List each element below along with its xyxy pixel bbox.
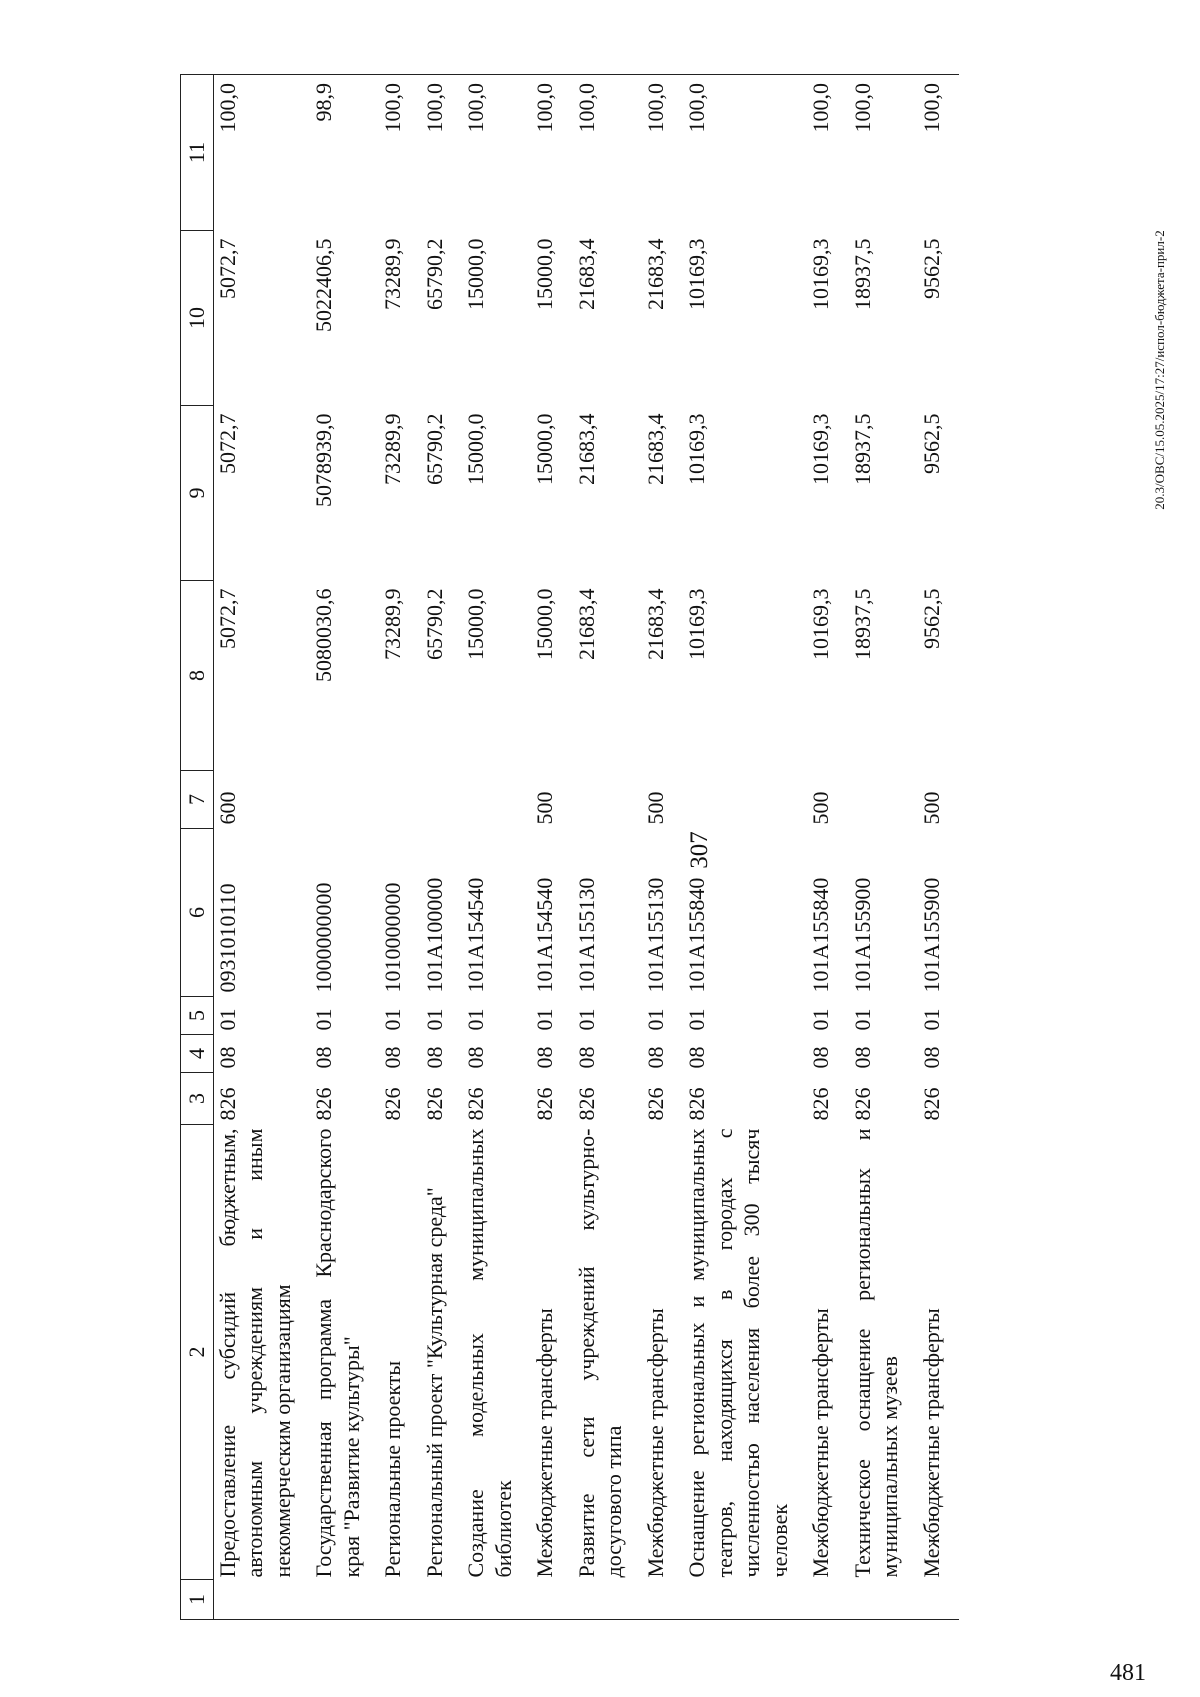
row-c6-cell: 101A154540	[532, 877, 557, 993]
row-name-cell: Оснащение региональных и муниципальных театров, находящихся в городах с численностью населения более 300 тысяч человек	[684, 1128, 792, 1578]
row-c6-cell: 101A155130	[642, 877, 668, 993]
row-c9-cell: 15000,0	[532, 413, 557, 485]
row-c5-cell: 01	[380, 1008, 405, 1031]
row-c4-cell: 08	[311, 1046, 336, 1069]
row-c11-cell: 98,9	[310, 75, 379, 231]
row-c3-cell: 826	[684, 1087, 709, 1121]
row-c11-cell: 100,0	[573, 75, 642, 231]
row-c7-cell	[573, 771, 642, 829]
row-c7-cell	[310, 771, 379, 829]
row-c5-cell: 01	[684, 1008, 709, 1031]
col-header-9: 9	[181, 406, 214, 581]
row-c10-cell: 5072,7	[214, 238, 240, 299]
row-col1-cell	[531, 1580, 573, 1620]
row-c4-cell: 08	[380, 1046, 405, 1069]
page-number-top: 307	[686, 831, 713, 869]
row-c3-cell: 826	[573, 1087, 599, 1121]
row-name-cell: Межбюджетные трансферты	[808, 1308, 833, 1578]
table-row	[683, 75, 807, 1620]
page-number-bottom: 481	[1110, 1660, 1146, 1686]
row-c9-cell: 15000,0	[463, 413, 488, 485]
row-c4-cell: 08	[214, 1046, 240, 1069]
col-header-7: 7	[181, 771, 214, 829]
row-c10-cell: 65790,2	[421, 238, 447, 310]
row-c5-cell: 01	[918, 1008, 944, 1031]
row-c9-cell: 5072,7	[214, 413, 240, 474]
row-c10-cell: 21683,4	[642, 238, 668, 310]
row-c7-cell	[683, 771, 807, 829]
row-c9-cell: 9562,5	[918, 413, 944, 474]
row-c8-cell: 9562,5	[918, 588, 944, 649]
row-col1-cell	[849, 1580, 918, 1620]
row-c11-cell: 100,0	[213, 75, 310, 231]
row-c11-cell: 100,0	[849, 75, 918, 231]
row-c10-cell: 73289,9	[380, 238, 405, 310]
row-c10-cell: 21683,4	[573, 238, 599, 310]
rotated-table-container	[180, 75, 1200, 1620]
table-row	[918, 75, 960, 1620]
row-c6-cell: 101A100000	[421, 877, 447, 993]
row-c9-cell: 65790,2	[421, 413, 447, 485]
col-header-5: 5	[181, 997, 214, 1035]
table-row	[310, 75, 379, 1620]
row-c6-cell: 1010000000	[380, 882, 405, 993]
row-c10-cell: 18937,5	[849, 238, 875, 310]
table-row	[642, 75, 684, 1620]
row-c6-cell: 101A155130	[573, 877, 599, 993]
row-c5-cell: 01	[532, 1008, 557, 1031]
row-c6-cell: 101A155840	[684, 877, 709, 993]
row-c3-cell: 826	[642, 1087, 668, 1121]
row-name-cell: Региональный проект "Культурная среда"	[421, 1187, 447, 1578]
row-c7-cell	[379, 771, 421, 829]
row-col1-cell	[573, 1580, 642, 1620]
row-c6-cell: 101A155840	[808, 877, 833, 993]
row-c7-cell: 500	[642, 791, 668, 825]
row-c3-cell: 826	[532, 1087, 557, 1121]
row-c11-cell: 100,0	[379, 75, 421, 231]
row-c5-cell: 01	[311, 1008, 336, 1031]
table-row	[421, 75, 463, 1620]
row-c11-cell: 100,0	[642, 75, 684, 231]
row-c10-cell: 10169,3	[808, 238, 833, 310]
row-c9-cell: 21683,4	[642, 413, 668, 485]
row-c7-cell: 500	[532, 791, 557, 825]
row-c7-cell: 600	[214, 791, 240, 825]
row-col1-cell	[310, 1580, 379, 1620]
row-c3-cell: 826	[849, 1087, 875, 1121]
row-c9-cell: 73289,9	[380, 413, 405, 485]
row-c11-cell: 100,0	[918, 75, 960, 231]
row-c8-cell: 21683,4	[642, 588, 668, 660]
row-c9-cell: 10169,3	[684, 413, 709, 485]
row-c6-cell: 1000000000	[311, 882, 336, 993]
col-header-1: 1	[181, 1580, 214, 1620]
row-c5-cell: 01	[463, 1008, 488, 1031]
row-c10-cell: 15000,0	[532, 238, 557, 310]
row-c6-cell: 101A154540	[463, 877, 488, 993]
row-c8-cell: 21683,4	[573, 588, 599, 660]
row-c4-cell: 08	[642, 1046, 668, 1069]
row-c5-cell: 01	[642, 1008, 668, 1031]
row-col1-cell	[462, 1580, 531, 1620]
row-c4-cell: 08	[918, 1046, 944, 1069]
row-c9-cell: 5078939,0	[311, 413, 336, 507]
row-c11-cell: 100,0	[462, 75, 531, 231]
row-c5-cell: 01	[808, 1008, 833, 1031]
table-row	[213, 75, 310, 1620]
col-header-2: 2	[181, 1125, 214, 1580]
row-c8-cell: 5072,7	[214, 588, 240, 649]
row-name-cell: Предоставление субсидий бюджетным, автономным учреждениям и иным некоммерческим организациям	[214, 1128, 295, 1578]
row-col1-cell	[918, 1580, 960, 1620]
row-col1-cell	[807, 1580, 849, 1620]
row-c10-cell: 5022406,5	[311, 238, 336, 332]
table-row	[531, 75, 573, 1620]
document-code: 20.3/OBC/15.05.2025/17:27/испол-бюджета-прил-2	[1152, 230, 1167, 510]
table-row	[462, 75, 531, 1620]
table-row	[379, 75, 421, 1620]
row-c5-cell: 01	[421, 1008, 447, 1031]
table-row	[807, 75, 849, 1620]
header-row	[181, 75, 214, 1620]
row-c3-cell: 826	[808, 1087, 833, 1121]
row-col1-cell	[683, 1580, 807, 1620]
row-c5-cell: 01	[214, 1008, 240, 1031]
row-name-cell: Техническое оснащение региональных и муниципальных музеев	[849, 1128, 902, 1578]
row-c5-cell: 01	[573, 1008, 599, 1031]
col-header-10: 10	[181, 231, 214, 406]
col-header-6: 6	[181, 829, 214, 997]
row-c7-cell: 500	[808, 791, 833, 825]
row-c9-cell: 10169,3	[808, 413, 833, 485]
row-name-cell: Развитие сети учреждений культурно-досугового типа	[573, 1128, 626, 1578]
budget-table	[180, 74, 959, 1620]
row-c4-cell: 08	[573, 1046, 599, 1069]
row-col1-cell	[213, 1580, 310, 1620]
row-c3-cell: 826	[421, 1087, 447, 1121]
row-c8-cell: 15000,0	[463, 588, 488, 660]
row-c11-cell: 100,0	[807, 75, 849, 231]
row-c7-cell	[849, 771, 918, 829]
row-c11-cell: 100,0	[531, 75, 573, 231]
row-c6-cell: 101A155900	[849, 877, 875, 993]
row-c4-cell: 08	[463, 1046, 488, 1069]
row-c10-cell: 9562,5	[918, 238, 944, 299]
row-c4-cell: 08	[684, 1046, 709, 1069]
row-c3-cell: 826	[380, 1087, 405, 1121]
row-c4-cell: 08	[421, 1046, 447, 1069]
row-c9-cell: 18937,5	[849, 413, 875, 485]
row-name-cell: Межбюджетные трансферты	[532, 1308, 557, 1578]
col-header-11: 11	[181, 75, 214, 231]
row-c8-cell: 15000,0	[532, 588, 557, 660]
row-c8-cell: 18937,5	[849, 588, 875, 660]
row-name-cell: Региональные проекты	[380, 1360, 405, 1578]
col-header-8: 8	[181, 581, 214, 771]
row-c7-cell	[462, 771, 531, 829]
table-row	[849, 75, 918, 1620]
row-c8-cell: 5080030,6	[311, 588, 336, 682]
row-c3-cell: 826	[918, 1087, 944, 1121]
row-c4-cell: 08	[808, 1046, 833, 1069]
row-name-cell: Межбюджетные трансферты	[918, 1308, 944, 1578]
col-header-3: 3	[181, 1073, 214, 1125]
row-c9-cell: 21683,4	[573, 413, 599, 485]
row-name-cell: Государственная программа Краснодарского края "Развитие культуры"	[311, 1128, 364, 1578]
row-name-cell: Создание модельных муниципальных библиотек	[463, 1128, 516, 1578]
table-row	[573, 75, 642, 1620]
row-c3-cell: 826	[311, 1087, 336, 1121]
row-c5-cell: 01	[849, 1008, 875, 1031]
row-c4-cell: 08	[532, 1046, 557, 1069]
row-col1-cell	[421, 1580, 463, 1620]
row-c8-cell: 73289,9	[380, 588, 405, 660]
row-name-cell: Межбюджетные трансферты	[642, 1308, 668, 1578]
row-c3-cell: 826	[463, 1087, 488, 1121]
row-c4-cell: 08	[849, 1046, 875, 1069]
row-col1-cell	[642, 1580, 684, 1620]
row-col1-cell	[379, 1580, 421, 1620]
row-c11-cell: 100,0	[683, 75, 807, 231]
row-c8-cell: 65790,2	[421, 588, 447, 660]
row-c6-cell: 101A155900	[918, 877, 944, 993]
row-c8-cell: 10169,3	[684, 588, 709, 660]
col-header-4: 4	[181, 1035, 214, 1073]
row-c3-cell: 826	[214, 1087, 240, 1121]
row-c10-cell: 15000,0	[463, 238, 488, 310]
row-c11-cell: 100,0	[421, 75, 463, 231]
row-c10-cell: 10169,3	[684, 238, 709, 310]
row-c7-cell	[421, 771, 463, 829]
row-c6-cell: 0931010110	[214, 883, 240, 993]
row-c8-cell: 10169,3	[808, 588, 833, 660]
row-c7-cell: 500	[918, 791, 944, 825]
